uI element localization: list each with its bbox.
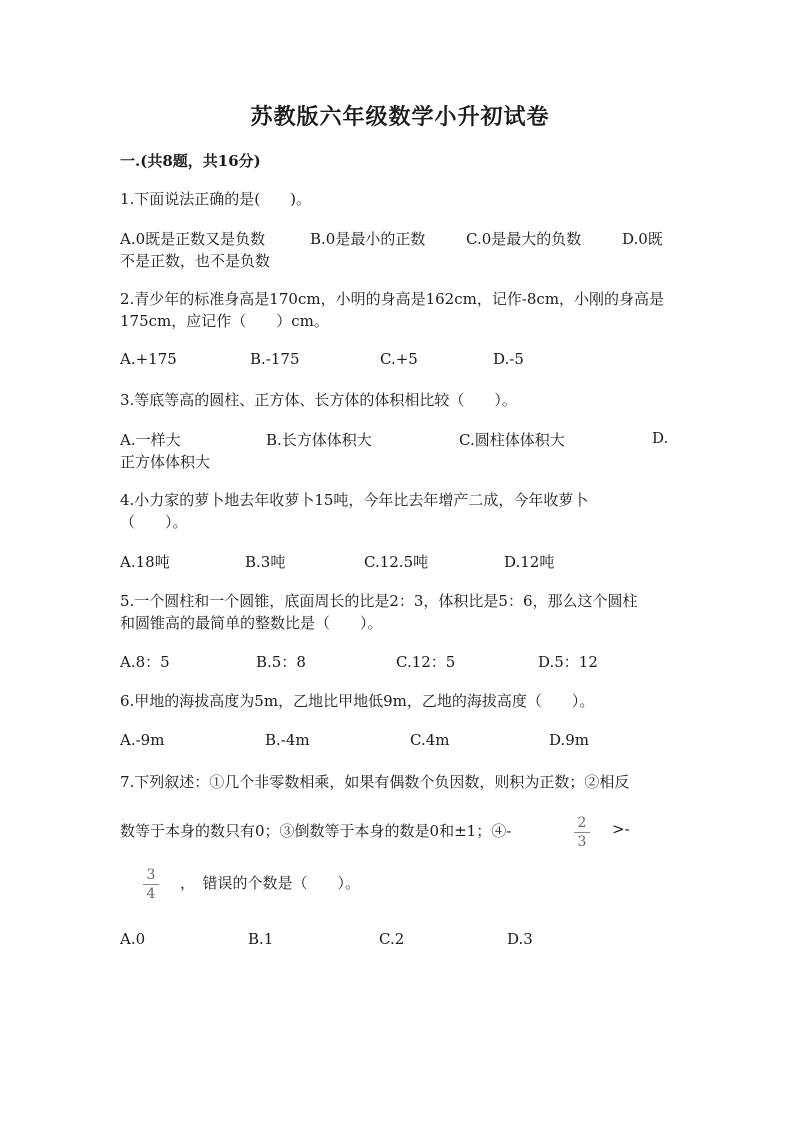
section-heading: 一.(共8题，共16分) <box>120 152 261 170</box>
fraction-denominator: 3 <box>577 834 587 850</box>
q1-option-d: D.0既 <box>622 230 663 248</box>
q4-option-c: C.12.5吨 <box>364 553 429 571</box>
q6-option-c: C.4m <box>410 731 450 749</box>
q7-option-b: B.1 <box>248 930 274 948</box>
q7-option-d: D.3 <box>507 930 533 948</box>
question-5-line-2: 和圆锥高的最简单的整数比是（ ）。 <box>120 614 383 632</box>
q7-option-a: A.0 <box>120 930 146 948</box>
q3-option-a: A.一样大 <box>120 431 181 449</box>
question-6-stem: 6.甲地的海拔高度为5m，乙地比甲地低9m，乙地的海拔高度（ ）。 <box>120 692 595 710</box>
question-1-stem: 1.下面说法正确的是( )。 <box>120 190 312 208</box>
question-2-line-1: 2.青少年的标准身高是170cm，小明的身高是162cm，记作-8cm，小刚的身高是 <box>120 290 665 308</box>
q1-option-d-cont: 不是正数，也不是负数 <box>120 252 271 270</box>
q2-option-d: D.-5 <box>493 350 524 368</box>
q2-option-b: B.-175 <box>250 350 300 368</box>
question-4-line-2: （ ）。 <box>120 513 188 531</box>
question-3-stem: 3.等底等高的圆柱、正方体、长方体的体积相比较（ ）。 <box>120 391 517 409</box>
fraction-numerator: 3 <box>146 867 156 883</box>
q7-option-c: C.2 <box>379 930 405 948</box>
question-7-line-1: 7.下列叙述：①几个非零数相乘，如果有偶数个负因数，则积为正数；②相反 <box>120 773 630 791</box>
q4-option-d: D.12吨 <box>504 553 555 571</box>
fraction-denominator: 4 <box>146 886 156 902</box>
q2-option-a: A.+175 <box>120 350 177 368</box>
fraction-three-quarters <box>143 867 159 902</box>
q3-option-b: B.长方体体积大 <box>266 431 372 449</box>
q5-option-b: B.5：8 <box>256 653 306 671</box>
q6-option-d: D.9m <box>549 731 590 749</box>
q3-option-d: D. <box>652 429 669 447</box>
q6-option-a: A.-9m <box>120 731 165 749</box>
fraction-bar <box>143 884 159 885</box>
q1-option-a: A.0既是正数又是负数 <box>120 230 266 248</box>
q5-option-a: A.8：5 <box>120 653 170 671</box>
question-2-line-2: 175cm，应记作（ ）cm。 <box>120 312 329 330</box>
q6-option-b: B.-4m <box>265 731 310 749</box>
q3-option-c: C.圆柱体体积大 <box>459 431 565 449</box>
q2-option-c: C.+5 <box>380 350 418 368</box>
question-4-line-1: 4.小力家的萝卜地去年收萝卜15吨，今年比去年增产二成，今年收萝卜 <box>120 491 589 509</box>
greater-than-negative: >- <box>612 820 630 838</box>
q1-option-c: C.0是最大的负数 <box>466 230 582 248</box>
q5-option-d: D.5：12 <box>538 653 598 671</box>
q5-option-c: C.12：5 <box>396 653 456 671</box>
q1-option-b: B.0是最小的正数 <box>310 230 426 248</box>
question-5-line-1: 5.一个圆柱和一个圆锥，底面周长的比是2：3，体积比是5：6，那么这个圆柱 <box>120 592 638 610</box>
q4-option-a: A.18吨 <box>120 553 170 571</box>
q3-option-d-cont: 正方体体积大 <box>120 453 211 471</box>
page-title: 苏教版六年级数学小升初试卷 <box>250 104 550 130</box>
q4-option-b: B.3吨 <box>245 553 286 571</box>
fraction-two-thirds <box>574 815 590 850</box>
question-7-line-2: 数等于本身的数只有0；③倒数等于本身的数是0和±1；④- <box>120 822 512 840</box>
question-7-line-3: ， 错误的个数是（ ）。 <box>180 874 361 892</box>
fraction-bar <box>574 832 590 833</box>
fraction-numerator: 2 <box>577 815 587 831</box>
